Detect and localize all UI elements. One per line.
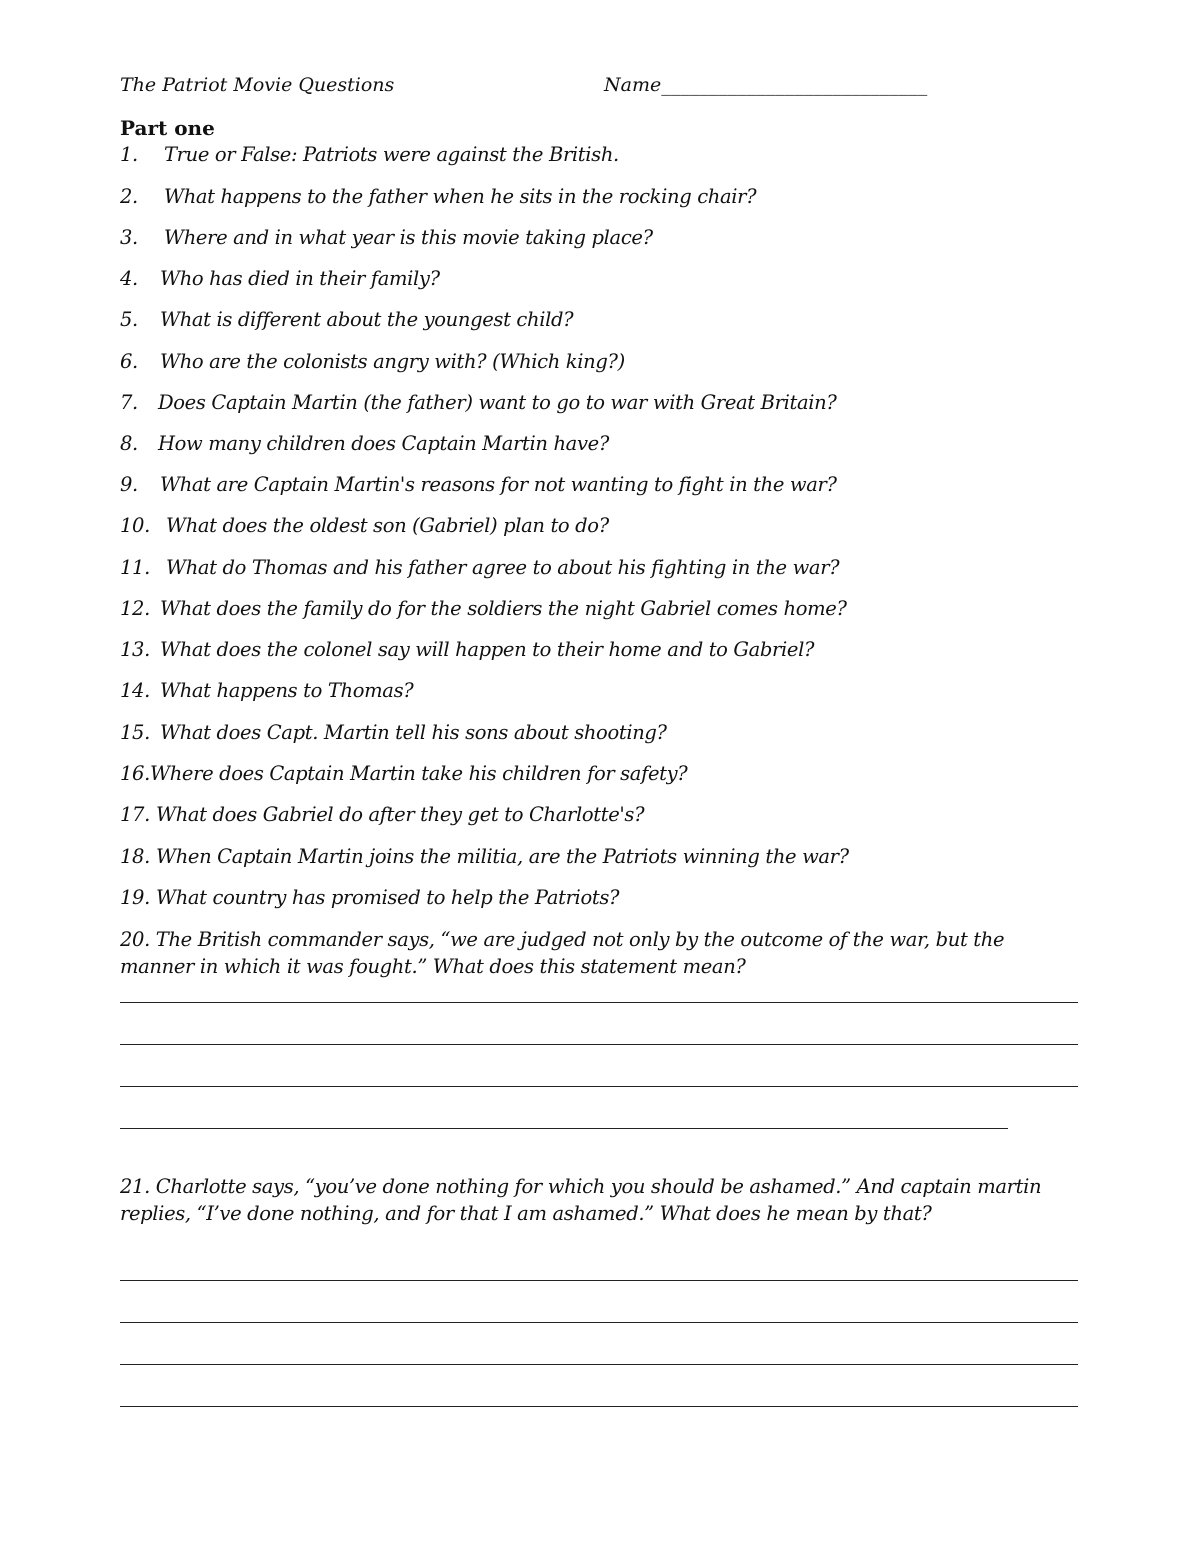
question-number: 3. — [120, 226, 138, 249]
question-number: 11. — [120, 556, 150, 579]
answer-line — [120, 1322, 1078, 1323]
question-6 — [120, 350, 625, 373]
question-text: What do Thomas and his father agree to about his fighting in the war? — [166, 556, 840, 579]
question-19 — [120, 886, 619, 909]
question-number: 12. — [120, 597, 150, 620]
question-8 — [120, 432, 609, 455]
question-number: 9. — [120, 473, 138, 496]
section-heading: Part one — [120, 116, 215, 140]
question-12 — [120, 597, 847, 620]
question-number: 1. — [120, 143, 138, 166]
question-text: Where and in what year is this movie taking place? — [164, 226, 653, 249]
question-13 — [120, 638, 814, 661]
question-number: 7. — [120, 391, 138, 414]
question-16 — [120, 762, 687, 785]
question-number: 2. — [120, 185, 138, 208]
question-20: 20. The British commander says, “we are judged not only by the outcome of the war, but the manner in which it was fought.” What does this statement mean? — [120, 928, 1005, 978]
question-number: 10. — [120, 514, 150, 537]
answer-line — [120, 1086, 1078, 1087]
question-number: 19. — [120, 886, 150, 909]
question-2 — [120, 185, 756, 208]
worksheet-title: The Patriot Movie Questions — [120, 74, 395, 96]
question-text: Who are the colonists angry with? (Which king?) — [160, 350, 625, 373]
answer-line — [120, 1280, 1078, 1281]
question-text: Does Captain Martin (the father) want to go to war with Great Britain? — [158, 391, 837, 414]
question-number: 4. — [120, 267, 138, 290]
answer-line — [120, 1128, 1008, 1129]
question-number: 6. — [120, 350, 138, 373]
question-1 — [120, 143, 619, 166]
answer-line — [120, 1406, 1078, 1407]
question-text: True or False: Patriots were against the British. — [164, 143, 619, 166]
question-number: 14. — [120, 679, 150, 702]
question-11 — [120, 556, 839, 579]
question-7 — [120, 391, 836, 414]
question-15 — [120, 721, 667, 744]
question-number: 8. — [120, 432, 138, 455]
question-text: What is different about the youngest child? — [160, 308, 574, 331]
question-4 — [120, 267, 440, 290]
name-field-label: Name____________________________ — [604, 74, 928, 96]
question-number: 5. — [120, 308, 138, 331]
question-text: Where does Captain Martin take his children for safety? — [150, 762, 688, 785]
question-5 — [120, 308, 573, 331]
question-text: What does Gabriel do after they get to Charlotte's? — [156, 803, 645, 826]
question-number: 18. — [120, 845, 150, 868]
question-text: How many children does Captain Martin have? — [158, 432, 609, 455]
question-text: What happens to the father when he sits in the rocking chair? — [164, 185, 757, 208]
answer-line — [120, 1364, 1078, 1365]
question-text: Who has died in their family? — [160, 267, 440, 290]
question-text: What does the colonel say will happen to their home and to Gabriel? — [160, 638, 815, 661]
question-21: 21. Charlotte says, “you’ve done nothing for which you should be ashamed.” And captain martin replies, “I’ve done nothing, and for that I am ashamed.” What does he mean by that? — [120, 1175, 1042, 1225]
question-text: What are Captain Martin's reasons for not wanting to fight in the war? — [160, 473, 837, 496]
question-number: 15. — [120, 721, 150, 744]
question-text: What does Capt. Martin tell his sons about shooting? — [160, 721, 667, 744]
question-text: What does the family do for the soldiers the night Gabriel comes home? — [160, 597, 847, 620]
question-text: What does the oldest son (Gabriel) plan to do? — [166, 514, 609, 537]
question-18 — [120, 845, 849, 868]
question-14 — [120, 679, 413, 702]
question-10 — [120, 514, 609, 537]
answer-line — [120, 1002, 1078, 1003]
question-number: 16. — [120, 762, 150, 785]
question-text: What country has promised to help the Patriots? — [156, 886, 620, 909]
question-3 — [120, 226, 653, 249]
question-9 — [120, 473, 837, 496]
question-17 — [120, 803, 644, 826]
question-number: 17. — [120, 803, 150, 826]
answer-line — [120, 1044, 1078, 1045]
question-text: When Captain Martin joins the militia, are the Patriots winning the war? — [156, 845, 849, 868]
question-text: What happens to Thomas? — [160, 679, 414, 702]
question-number: 13. — [120, 638, 150, 661]
